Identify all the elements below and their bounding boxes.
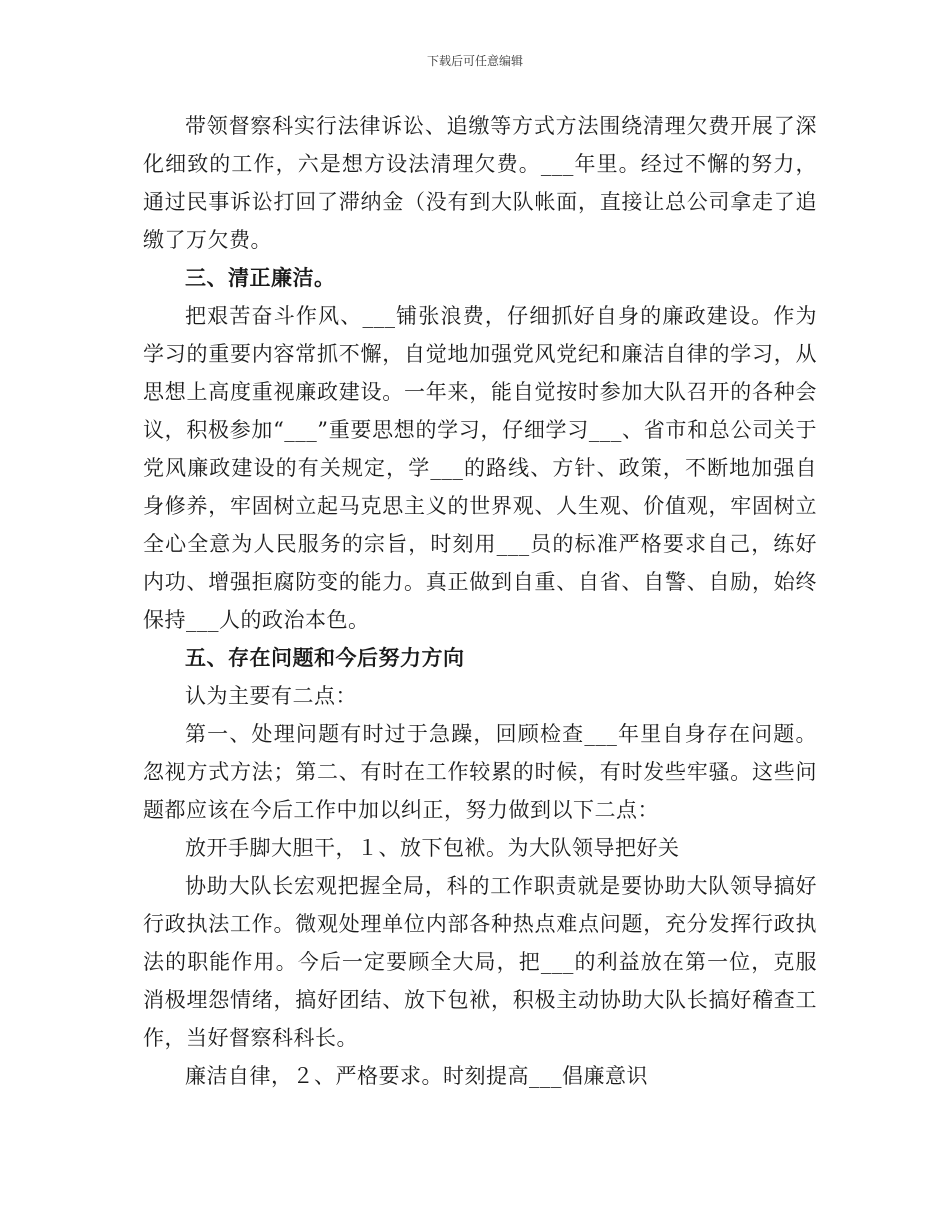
paragraph-point-two: 廉洁自律，２、严格要求。时刻提高___倡廉意识 bbox=[185, 1064, 648, 1088]
paragraph-debt-collection: 带领督察科实行法律诉讼、追缴等方式方法围绕清理欠费开展了深化细致的工作，六是想方设法清理欠费。___年里。经过不懈的努力，通过民事诉讼打回了滞纳金（没有到大队帐面，直接让总公司拿走了追缴了万欠费。 bbox=[143, 114, 817, 252]
paragraph-two-points: 认为主要有二点： bbox=[185, 684, 357, 708]
paragraph-point-one: 放开手脚大胆干，１、放下包袱。为大队领导把好关 bbox=[185, 836, 680, 860]
document-body bbox=[143, 107, 817, 1095]
paragraph-assist-leader: 协助大队长宏观把握全局，科的工作职责就是要协助大队领导搞好行政执法工作。微观处理单位内部各种热点难点问题，充分发挥行政执法的职能作用。今后一定要顾全大局，把___的利益放在第一位，克服消极埋怨情绪，搞好团结、放下包袱，积极主动协助大队长搞好稽查工作，当好督察科科长。 bbox=[143, 874, 817, 1050]
paragraph-integrity: 把艰苦奋斗作风、___铺张浪费，仔细抓好自身的廉政建设。作为学习的重要内容常抓不懈，自觉地加强党风党纪和廉洁自律的学习，从思想上高度重视廉政建设。一年来，能自觉按时参加大队召开的各种会议，积极参加“___”重要思想的学习，仔细学习___、省市和总公司关于党风廉政建设的有关规定，学___的路线、方针、政策，不断地加强自身修养，牢固树立起马克思主义的世界观、人生观、价值观，牢固树立全心全意为人民服务的宗旨，时刻用___员的标准严格要求自己，练好内功、增强拒腐防变的能力。真正做到自重、自省、自警、自励，始终保持___人的政治本色。 bbox=[143, 304, 817, 632]
page-header: 下载后可任意编辑 bbox=[426, 54, 523, 68]
section-heading-problems: 五、存在问题和今后努力方向 bbox=[185, 646, 465, 670]
paragraph-first-second: 第一、处理问题有时过于急躁，回顾检查___年里自身存在问题。忽视方式方法；第二、有时在工作较累的时候，有时发些牢骚。这些问题都应该在今后工作中加以纠正，努力做到以下二点： bbox=[143, 722, 817, 822]
section-heading-integrity: 三、清正廉洁。 bbox=[185, 266, 336, 290]
